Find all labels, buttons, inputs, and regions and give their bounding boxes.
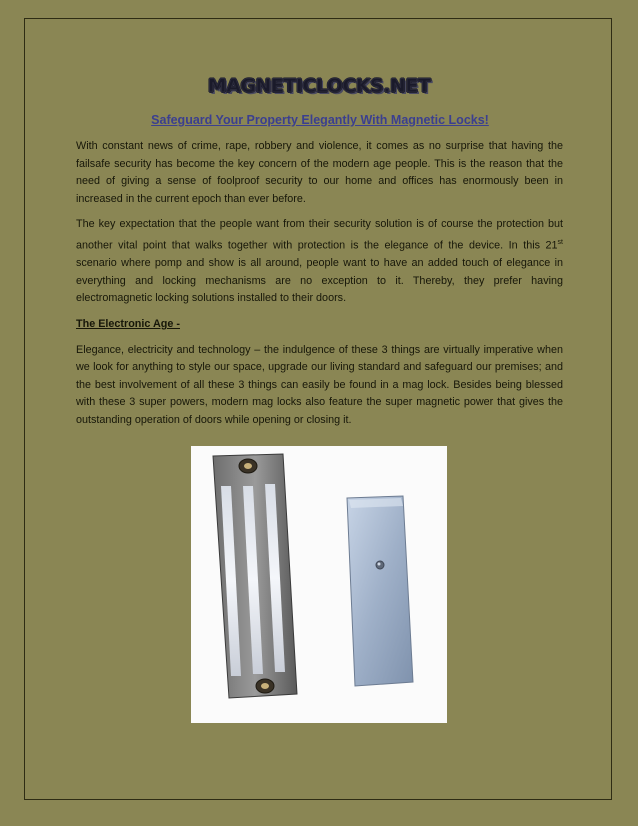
- magnetic-lock-illustration: [191, 446, 447, 723]
- armature-plate: [347, 496, 413, 686]
- superscript-st: st: [557, 238, 563, 246]
- electromagnet-body: [213, 454, 297, 698]
- paragraph-intro: With constant news of crime, rape, robbery and violence, it comes as no surprise that having the failsafe security has become the key concern of the modern age people. This is the reason that the need of giving a sense of foolproof security to our home and offices has enormously been in increased in the current epoch than ever before.: [76, 140, 563, 205]
- paragraph-expectation-part1: The key expectation that the people want from their security solution is of course the protection but another vital point that walks together with protection is the elegance of the device. In this 21: [76, 218, 563, 252]
- logo-part-locks: LOCKS: [315, 75, 384, 97]
- logo-part-magnetic: MAGNETIC: [207, 75, 316, 97]
- paragraph-electronic-age: Elegance, electricity and technology – the indulgence of these 3 things are virtually imperative when we look for anything to style our space, upgrade our living standard and safeguard our premises; and the best involvement of all these 3 things can easily be found in a mag lock. Besides being blessed with these 3 super powers, modern mag locks also feature the super magnetic power that gives the outstanding operation of doors while opening or closing it.: [76, 343, 563, 426]
- paragraph-expectation-part2: scenario where pomp and show is all around, people want to have an added touch of elegance in everything and locking mechanisms are no exception to it. Thereby, they prefer having electromagnetic locking solutions installed to their doors.: [76, 257, 563, 305]
- paragraph-expectation: [76, 216, 563, 308]
- page-title: Safeguard Your Property Elegantly With Magnetic Locks!: [151, 113, 489, 127]
- site-logo: [208, 75, 430, 97]
- magnetic-lock-photo: [191, 446, 447, 723]
- logo-part-net: .NET: [383, 75, 431, 97]
- section-heading: The Electronic Age -: [76, 317, 180, 330]
- article-body: [76, 138, 563, 438]
- logo-text: [208, 75, 431, 97]
